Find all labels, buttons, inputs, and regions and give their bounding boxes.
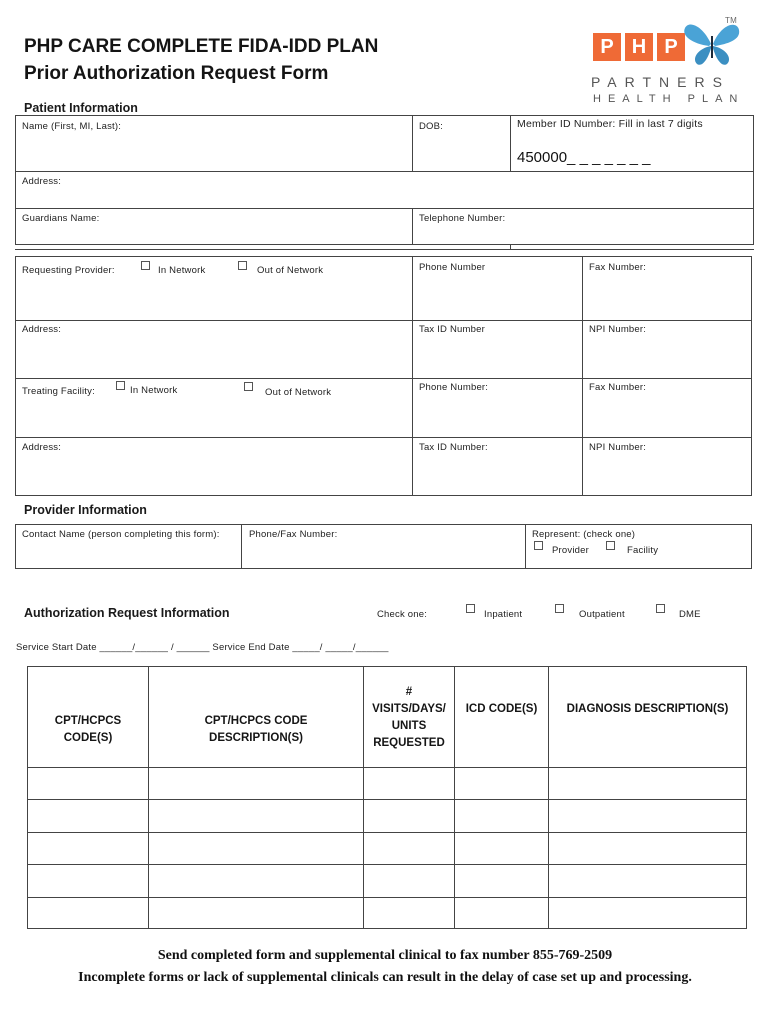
treating-out-network-label: Out of Network: [265, 387, 332, 398]
treating-in-network-checkbox[interactable]: [116, 381, 125, 390]
header-cpt-description: CPT/HCPCS CODE DESCRIPTION(S): [204, 715, 308, 744]
table-row[interactable]: [28, 865, 746, 897]
butterfly-icon: [681, 18, 743, 70]
requesting-out-network-label: Out of Network: [257, 265, 324, 276]
header-cpt-code: CPT/HCPCS CODE(S): [54, 715, 122, 744]
represent-label: Represent: (check one): [532, 529, 636, 540]
inpatient-checkbox[interactable]: [466, 604, 475, 613]
form-subtitle: Prior Authorization Request Form: [24, 63, 329, 84]
treating-npi-field[interactable]: [583, 455, 751, 494]
treating-fax-label: Fax Number:: [589, 382, 647, 393]
guardian-label: Guardians Name:: [22, 213, 100, 224]
logo-health-plan: HEALTH PLAN: [593, 93, 745, 105]
table-row[interactable]: [28, 833, 746, 864]
header-diagnosis-description: DIAGNOSIS DESCRIPTION(S): [566, 703, 729, 715]
logo-partners: PARTNERS: [591, 74, 730, 90]
telephone-field[interactable]: [413, 224, 753, 244]
dob-field[interactable]: [413, 134, 509, 170]
inpatient-label: Inpatient: [484, 609, 523, 620]
check-one-label: Check one:: [377, 609, 428, 620]
treating-phone-label: Phone Number:: [419, 382, 489, 393]
treating-tax-field[interactable]: [413, 455, 581, 494]
requesting-out-network-checkbox[interactable]: [238, 261, 247, 270]
table-row[interactable]: [28, 800, 746, 832]
header-visits-units: # VISITS/DAYS/ UNITS REQUESTED: [372, 686, 446, 749]
logo-letter-h: H: [625, 33, 653, 61]
treating-address-label: Address:: [22, 442, 62, 453]
dme-checkbox[interactable]: [656, 604, 665, 613]
telephone-label: Telephone Number:: [419, 213, 506, 224]
provider-info-section-title: Provider Information: [24, 503, 147, 517]
requesting-address-label: Address:: [22, 324, 62, 335]
form-title: PHP CARE COMPLETE FIDA-IDD PLAN: [24, 36, 379, 57]
phone-fax-label: Phone/Fax Number:: [249, 529, 338, 540]
requesting-tax-field[interactable]: [413, 336, 581, 376]
represent-facility-checkbox[interactable]: [606, 541, 615, 550]
treating-facility-label: Treating Facility:: [22, 386, 95, 397]
service-dates-line[interactable]: Service Start Date ______/______ / ______ Service End Date _____/ _____/______: [16, 642, 389, 653]
patient-address-label: Address:: [22, 176, 62, 187]
dob-label: DOB:: [419, 121, 444, 132]
outpatient-checkbox[interactable]: [555, 604, 564, 613]
table-row[interactable]: [28, 768, 746, 799]
treating-phone-field[interactable]: [413, 394, 581, 435]
treating-in-network-label: In Network: [130, 385, 178, 396]
footer-fax-instruction: Send completed form and supplemental clinical to fax number 855-769-2509: [157, 948, 613, 963]
dme-label: DME: [679, 609, 701, 620]
requesting-fax-field[interactable]: [583, 276, 751, 318]
patient-name-label: Name (First, MI, Last):: [22, 121, 122, 132]
table-row[interactable]: [28, 898, 746, 928]
represent-facility-label: Facility: [627, 545, 659, 556]
requesting-in-network-checkbox[interactable]: [141, 261, 150, 270]
logo-letter-p1: P: [593, 33, 621, 61]
treating-fax-field[interactable]: [583, 394, 751, 435]
patient-name-field[interactable]: [16, 134, 411, 170]
represent-provider-label: Provider: [552, 545, 589, 556]
requesting-in-network-label: In Network: [158, 265, 206, 276]
requesting-tax-label: Tax ID Number: [419, 324, 485, 335]
patient-section-title: Patient Information: [24, 101, 138, 115]
requesting-provider-label: Requesting Provider:: [22, 265, 115, 276]
treating-out-network-checkbox[interactable]: [244, 382, 253, 391]
represent-provider-checkbox[interactable]: [534, 541, 543, 550]
patient-address-field[interactable]: [16, 188, 752, 208]
requesting-npi-label: NPI Number:: [589, 324, 647, 335]
member-id-field[interactable]: 450000_ _ _ _ _ _ _: [517, 149, 651, 166]
requesting-phone-field[interactable]: [413, 276, 581, 318]
contact-name-label: Contact Name (person completing this form):: [22, 529, 220, 540]
requesting-phone-label: Phone Number: [419, 262, 486, 273]
treating-npi-label: NPI Number:: [589, 442, 647, 453]
outpatient-label: Outpatient: [579, 609, 625, 620]
guardian-field[interactable]: [16, 224, 411, 244]
requesting-fax-label: Fax Number:: [589, 262, 647, 273]
requesting-npi-field[interactable]: [583, 336, 751, 376]
treating-tax-label: Tax ID Number:: [419, 442, 488, 453]
contact-name-field[interactable]: [16, 542, 240, 567]
authorization-section-title: Authorization Request Information: [24, 606, 230, 620]
phone-fax-field[interactable]: [242, 542, 524, 567]
requesting-address-field[interactable]: [16, 336, 411, 376]
treating-address-field[interactable]: [16, 455, 411, 494]
member-id-label: Member ID Number: Fill in last 7 digits: [517, 118, 703, 130]
footer-delay-warning: Incomplete forms or lack of supplemental clinicals can result in the delay of case set up and processing.: [78, 970, 692, 985]
logo-letter-p2: P: [657, 33, 685, 61]
header-icd-code: ICD CODE(S): [465, 703, 538, 715]
trademark: TM: [725, 16, 737, 25]
php-logo: [585, 16, 745, 108]
